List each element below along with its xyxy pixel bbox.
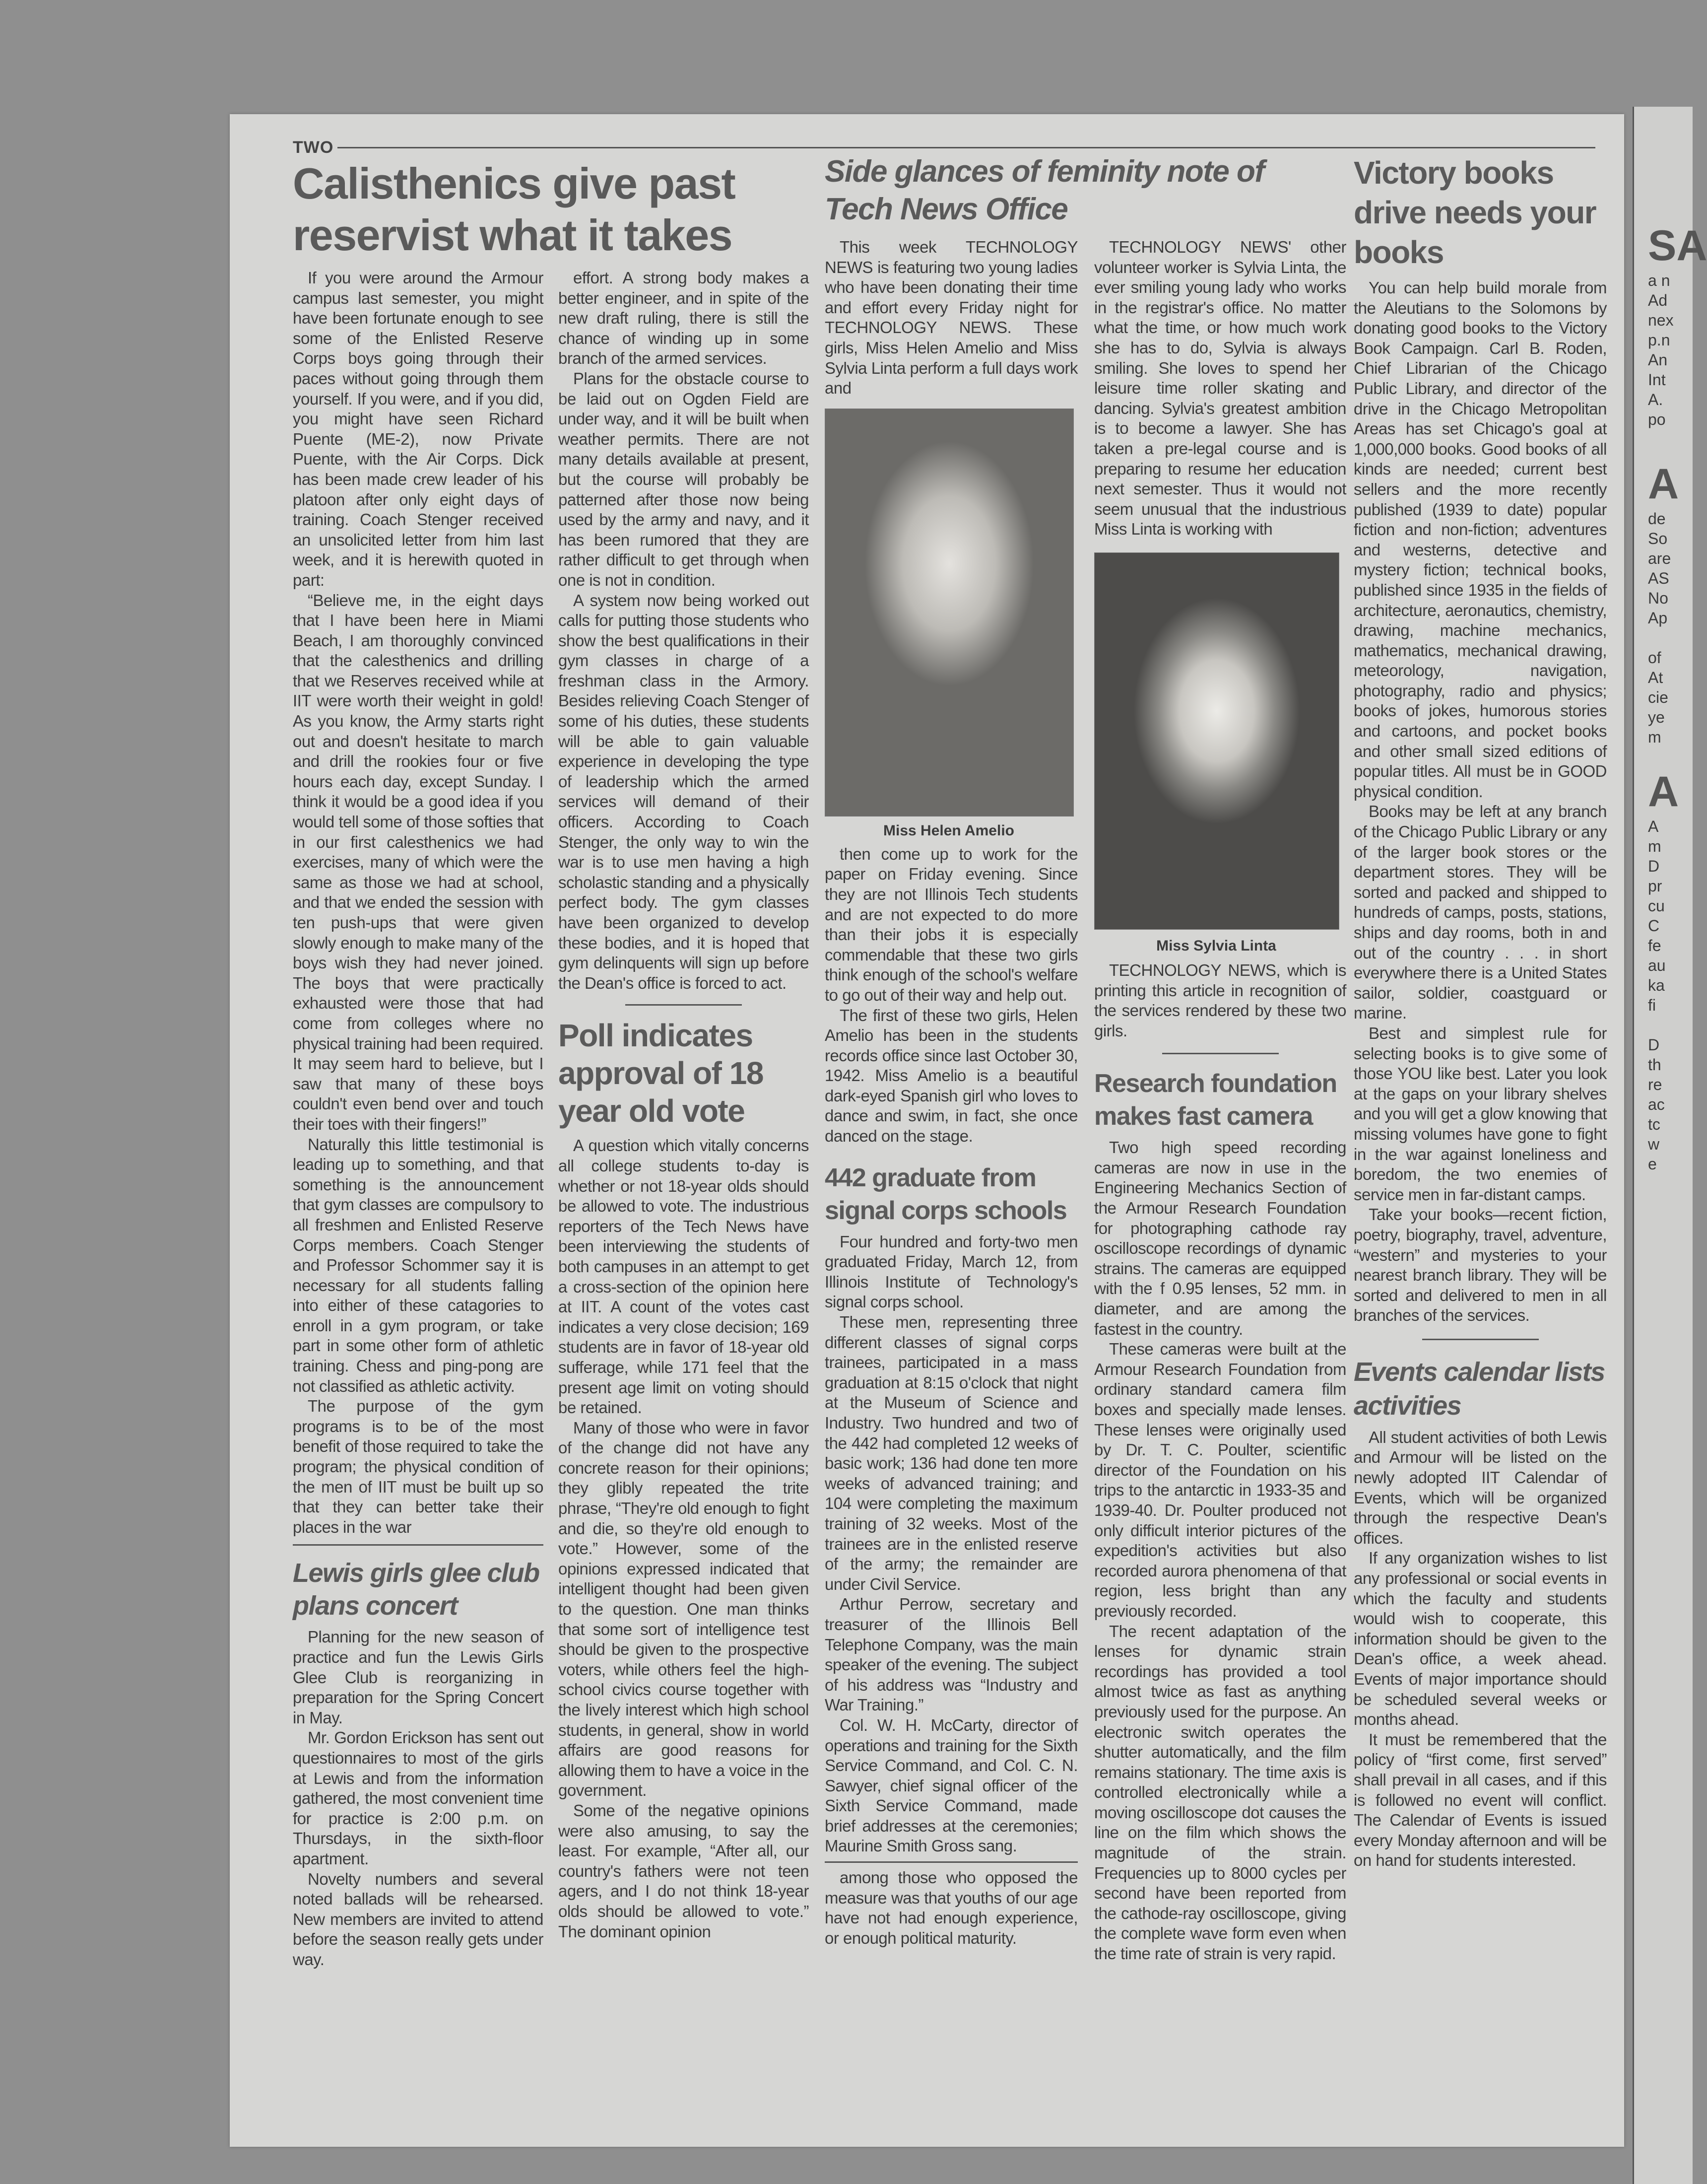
text-fragment: A [1648,818,1659,835]
calisthenics-column-1 [293,268,543,1537]
paragraph: then come up to work for the paper on Friday evening. Since they are not Illinois Tech students and are not expected to do more than their jobs it is especially commendable that these two girls think enough of the school's welfare to go out of their way and help out. [825,844,1078,1004]
text-fragment [1648,628,1693,648]
text-fragment: C [1648,917,1660,935]
paragraph: The first of these two girls, Helen Amelio has been in the students records office since last October 30, 1942. Miss Amelio is a beautiful dark-eyed Spanish girl who loves to dance and swim, in fact, she once danced on the stage. [825,1006,1078,1146]
paragraph: A system now being worked out calls for putting those students who show the best qualifications in their gym classes in charge of a freshman class in the Armory. Besides relieving Coach Stenger of some of his duties, these students will be able to gain valuable experience in developing the type of leadership which the armed services will demand of their officers. According to Coach Stenger, the only way to win the war is to use men having a high scholastic standing and a physically perfect body. The gym classes have been organized to develop these bodies, and it is hoped that gym delinquents will sign up before the Dean's office is forced to act. [558,591,809,992]
text-fragment: ac [1648,1095,1665,1113]
paragraph: If you were around the Armour campus last semester, you might have been fortunate enough to see some of the Enlisted Reserve Corps boys going through their paces without going through them yourself. If you were, and if you did, you might have seen Richard Puente (ME-2), now Private Puente, with the Air Corps. Dick has been made crew leader of his platoon after only eight days of training. Coach Stenger received an unsolicited letter from him last week, and it is herewith quoted in part: [293,269,543,589]
text-fragment: a n [1648,272,1670,289]
text-fragment: D [1648,857,1660,875]
paragraph: The purpose of the gym programs is to be of the most benefit of those required to take the program; the physical condition of the men of IIT must be built up so that they can better take their places in the war [293,1397,543,1536]
text-fragment: e [1648,1155,1657,1173]
column-3 [825,237,1078,1948]
text-fragment: A. [1648,391,1663,409]
paragraph: The recent adaptation of the lenses for dynamic strain recordings has provided a tool almost twice as fast as anything previously used for the purpose. An electronic switch operates the shutter automatically, and the film remains stationary. The time axis is controlled electronically while a moving oscilloscope dot causes the line on the film which shows the magnitude of the strain. Frequencies up to 8000 cycles per second have been reported from the cathode-ray oscilloscope, giving the complete wave form even when the time rate of strain is very rapid. [1094,1622,1346,1963]
poll-continuation [825,1868,1078,1948]
column-2 [558,268,809,1942]
paragraph: This week TECHNOLOGY NEWS is featuring two young ladies who have been donating their time and effort every Friday night for TECHNOLOGY NEWS. These girls, Miss Helen Amelio and Miss Sylvia Linta perform a full days work and [825,238,1078,398]
paragraph: Four hundred and forty-two men graduated Friday, March 12, from Illinois Institute of Technology's signal corps school. [825,1232,1078,1311]
adjacent-fragment-2 [1634,459,1693,747]
page-folio: TWO [293,138,334,157]
headline-side-glances: Side glances of feminity note of Tech News Office [825,154,1264,226]
text-fragment: fi [1648,996,1656,1014]
photo-sylvia-linta [1094,552,1339,930]
text-fragment: po [1648,410,1666,428]
adjacent-fragment-3 [1634,767,1693,1174]
text-fragment: w [1648,1135,1660,1153]
paragraph: You can help build morale from the Aleutians to the Solomons by donating good books to the Victory Book Campaign. Carl B. Roden, Chief Librarian of the Chicago Public Library, and director of the drive in the Chicago Metropolitan Areas has set Chicago's goal at 1,000,000 books. Good books of all kinds are needed; current best sellers and the more recently published (1939 to date) popular fiction and non-fiction; adventures and westerns, detective and mystery fiction; technical books, published since 1935 in the fields of architecture, aeronautics, chemistry, drawing, machine mechanics, mathematics, mechanical drawing, meteorology, navigation, photography, radio and physics; books of jokes, humorous stories and cartoons, and pocket books and other small sized editions of popular titles. All must be in GOOD physical condition. [1354,278,1607,801]
paragraph: TECHNOLOGY NEWS' other volunteer worker is Sylvia Linta, the ever smiling young lady who works in the registrar's office. No matter what the time, or how much work she has to do, Sylvia is always smiling. She loves to spend her leisure time roller skating and dancing. Sylvia's greatest ambition is to become a lawyer. She has taken a pre-legal course and is preparing to resume her education next semester. Thus it would not seem unusual that the industrious Miss Linta is working with [1094,238,1346,539]
paragraph: Naturally this little testimonial is leading up to something, and that something is the announcement that gym classes are compulsory to all freshmen and Enlisted Reserve Corps members. Coach Stenger and Professor Schommer say it is necessary for all students falling into either of these catagories to enroll in a gym program, or take part in some other form of athletic training. Chess and ping-pong are not classified as athletic activity. [293,1135,543,1395]
events-article [1354,1428,1607,1871]
text-fragment: fe [1648,937,1661,955]
paragraph: These men, representing three different classes of signal corps trainees, participated in a mass graduation at 8:15 o'clock that night at the Museum of Science and Industry. Two hundred and two of the 442 had completed 12 weeks of basic work; 136 had done ten more weeks of advanced training; and 104 were completing the maximum training of 32 weeks. Most of the trainees are in the enlisted reserve of the army; the remainder are under Civil Service. [825,1313,1078,1593]
text-fragment: No [1648,589,1668,607]
adjacent-heading: A [1648,460,1679,508]
headline-camera: Research foundation makes fast camera [1094,1069,1337,1131]
column-5 [1354,153,1607,1871]
headline-calisthenics: Calisthenics give past reservist what it takes [293,159,735,260]
poll-article [558,1136,809,1942]
column-1 [293,268,543,1970]
paragraph: Best and simplest rule for selecting books is to give some of those YOU like best. Later you look at the gaps on your library shelves and you will get a glow knowing that missing volumes have gone to fight in the war against loneliness and boredom, the two enemies of service men in far-distant camps. [1354,1024,1607,1204]
paragraph: effort. A strong body makes a better engineer, and in spite of the new draft ruling, there is still the chance of winding up in some branch of the armed services. [558,269,809,368]
headline-victory-books: Victory books drive needs your books [1354,155,1596,270]
text-fragment: m [1648,837,1661,855]
paragraph: All student activities of both Lewis and Armour will be listed on the newly adopted IIT Calendar of Events, which will be organized through the respective Dean's offices. [1354,1428,1607,1547]
column-rule [293,1544,543,1546]
photo-helen-amelio [825,409,1074,817]
text-fragment: cu [1648,897,1665,915]
victory-books-article [1354,278,1607,1326]
text-fragment: AS [1648,569,1669,587]
paragraph: Many of those who were in favor of the change did not have any concrete reason for their opinions; they glibly repeated the trite phrase, “They're old enough to fight and die, so they're old enough to vote.” However, some of the opinions expressed indicated that intelligent thought had been given to the question. One man thinks that some sort of intelligence test should be given to the prospective voters, while others feel the high-school civics course together with the lively interest which high school students, in general, show in world affairs are good reasons for allowing them to have a voice in the government. [558,1418,809,1800]
text-fragment: D [1648,1036,1660,1054]
caption-sylvia-linta: Miss Sylvia Linta [1156,937,1276,954]
text-fragment: ka [1648,976,1665,994]
headline-signal-corps: 442 graduate from signal corps schools [825,1163,1067,1225]
text-fragment: Ap [1648,609,1668,627]
separator-rule [625,1004,742,1006]
text-fragment: So [1648,530,1668,547]
calisthenics-section [293,158,809,1970]
paragraph: Novelty numbers and several noted ballads will be rehearsed. New members are invited to attend before the season really gets under way. [293,1869,543,1969]
text-fragment: pr [1648,877,1662,895]
paragraph: Some of the negative opinions were also amusing, to say the least. For example, “After all, our country's fathers were not teen agers, and I do not think 18-year olds should be allowed to vote.” The dominant opinion [558,1801,809,1941]
headline-events-calendar: Events calendar lists activities [1354,1357,1605,1421]
text-fragment: Ad [1648,291,1668,309]
text-fragment: th [1648,1056,1661,1074]
text-fragment [1648,1015,1693,1035]
text-fragment: An [1648,351,1668,369]
glee-club-article [293,1627,543,1970]
text-fragment: of [1648,649,1661,667]
paragraph: A question which vitally concerns all college students to-day is whether or not 18-year olds should be allowed to vote. The industrious reporters of the Tech News have been interviewing the students of both campuses in an attempt to get a cross-section of the opinion here at IIT. A count of the votes cast indicates a very close decision; 169 students are in favor of 18-year old sufferage, while 171 feel that the present age limit on voting should be retained. [558,1136,809,1417]
text-fragment: p.n [1648,331,1670,349]
adjacent-fragment-1 [1634,221,1707,429]
paragraph: Books may be left at any branch of the Chicago Public Library or any of the larger book stores or the department stores. They will be sorted and packed and shipped to hundreds of camps, posts, stations, ships and day rooms, both in and out of the country . . . in short everywhere there is a United States sailor, soldier, coastguard or marine. [1354,802,1607,1023]
paragraph: Plans for the obstacle course to be laid out on Ogden Field are under way, and it will be built when weather permits. There are not many details available at present, but the course will probably be patterned after those now being used by the army and navy, and it has been rumored that they are rather difficult to get through when one is not in condition. [558,369,809,589]
paragraph: It must be remembered that the policy of “first come, first served” shall prevail in all cases, and if this is followed no event will conflict. The Calendar of Events is issued every Monday afternoon and will be on hand for students interested. [1354,1730,1607,1870]
paragraph: These cameras were built at the Armour Research Foundation from ordinary standard camera film boxes and specially made lenses. These lenses were originally used by Dr. T. C. Poulter, scientific director of the Foundation on his trips to the antarctic in 1933-35 and 1939-40. Dr. Poulter produced not only difficult interior pictures of the expedition's activities but also recorded aurora phenomena of that region, less bright than any previously recorded. [1094,1340,1346,1620]
headline-poll: Poll indicates approval of 18 year old vote [558,1018,763,1129]
paragraph: TECHNOLOGY NEWS, which is printing this article in recognition of the services rendered by these two girls. [1094,960,1346,1040]
text-fragment: de [1648,510,1666,528]
side-glances-section [825,153,1346,1964]
text-fragment: cie [1648,688,1668,706]
text-fragment: tc [1648,1115,1660,1133]
column-4 [1094,237,1346,1964]
paragraph: Mr. Gordon Erickson has sent out questionnaires to most of the girls at Lewis and from the information gathered, the most convenient time for practice is 2:00 p.m. on Thursdays, in the sixth-floor apartment. [293,1728,543,1868]
text-fragment: re [1648,1076,1662,1093]
text-fragment: au [1648,956,1666,974]
adjacent-heading: A [1648,768,1679,816]
header-rule [337,147,1595,148]
headline-glee-club: Lewis girls glee club plans concert [293,1558,539,1621]
side-glances-col3-bottom [825,844,1078,1147]
side-glances-col3-top [825,237,1078,399]
paragraph: Planning for the new season of practice and fun the Lewis Girls Glee Club is reorganizing in preparation for the Spring Concert in May. [293,1628,543,1727]
adjacent-heading: SA [1648,222,1707,270]
text-fragment: ye [1648,708,1665,726]
caption-helen-amelio: Miss Helen Amelio [883,822,1014,839]
camera-article [1094,1138,1346,1964]
text-fragment: Int [1648,371,1666,389]
paragraph: Col. W. H. McCarty, director of operations and training for the Sixth Service Command, and Col. C. N. Sawyer, chief signal officer of the Sixth Service Command, made brief addresses at the ceremonies; Maurine Smith Gross sang. [825,1715,1078,1855]
paragraph: Arthur Perrow, secretary and treasurer of the Illinois Bell Telephone Company, was the main speaker of the evening. The subject of his address was “Industry and War Training.” [825,1595,1078,1714]
separator-rule [1422,1339,1539,1340]
column-rule [825,1861,1078,1863]
paragraph: Take your books—recent fiction, poetry, biography, travel, adventure, “western” and mysteries to your nearest branch library. They will be sorted and delivered to men in all branches of the services. [1354,1205,1607,1325]
paragraph: Two high speed recording cameras are now in use in the Engineering Mechanics Section of the Armour Research Foundation for photographing cathode ray oscilloscope recordings of dynamic strains. The cameras are equipped with the f 0.95 lenses, 52 mm. in diameter, and are among the fastest in the country. [1094,1138,1346,1338]
text-fragment: m [1648,728,1661,746]
adjacent-page-edge [1633,107,1707,2184]
text-fragment: nex [1648,311,1674,329]
paragraph: “Believe me, in the eight days that I have been here in Miami Beach, I am thoroughly convinced that the calesthenics and drilling that we Reserves received while at IIT were worth their weight in gold! As you know, the Army starts right out and doesn't hesitate to march and drill the rookies four or five hours each day, except Sunday. I think it would be a good idea if you would tell some of those softies that in our first calesthenics we had exercises, many of which were the same as those we had at school, and that we ended the session with ten push-ups that were given slowly enough to make many of the boys wish they had never joined. The boys that were practically exhausted were those that had come from colleges where no physical training had been required. It may seem hard to believe, but I saw that many of these boys couldn't even bend over and touch their toes with their fingers!” [293,591,543,1133]
paragraph: If any organization wishes to list any professional or social events in which the faculty and students would wish to cooperate, this information should be given to the Dean's office, a week ahead. Events of major importance should be scheduled several weeks or months ahead. [1354,1549,1607,1729]
separator-rule [1162,1053,1279,1054]
text-fragment: At [1648,669,1663,686]
signal-corps-article [825,1232,1078,1856]
side-glances-col4-bottom [1094,960,1346,1041]
calisthenics-column-2 [558,268,809,993]
paragraph: among those who opposed the measure was that youths of our age have not had enough experience, or enough political maturity. [825,1868,1078,1947]
side-glances-col4-top [1094,237,1346,540]
text-fragment: are [1648,549,1671,567]
